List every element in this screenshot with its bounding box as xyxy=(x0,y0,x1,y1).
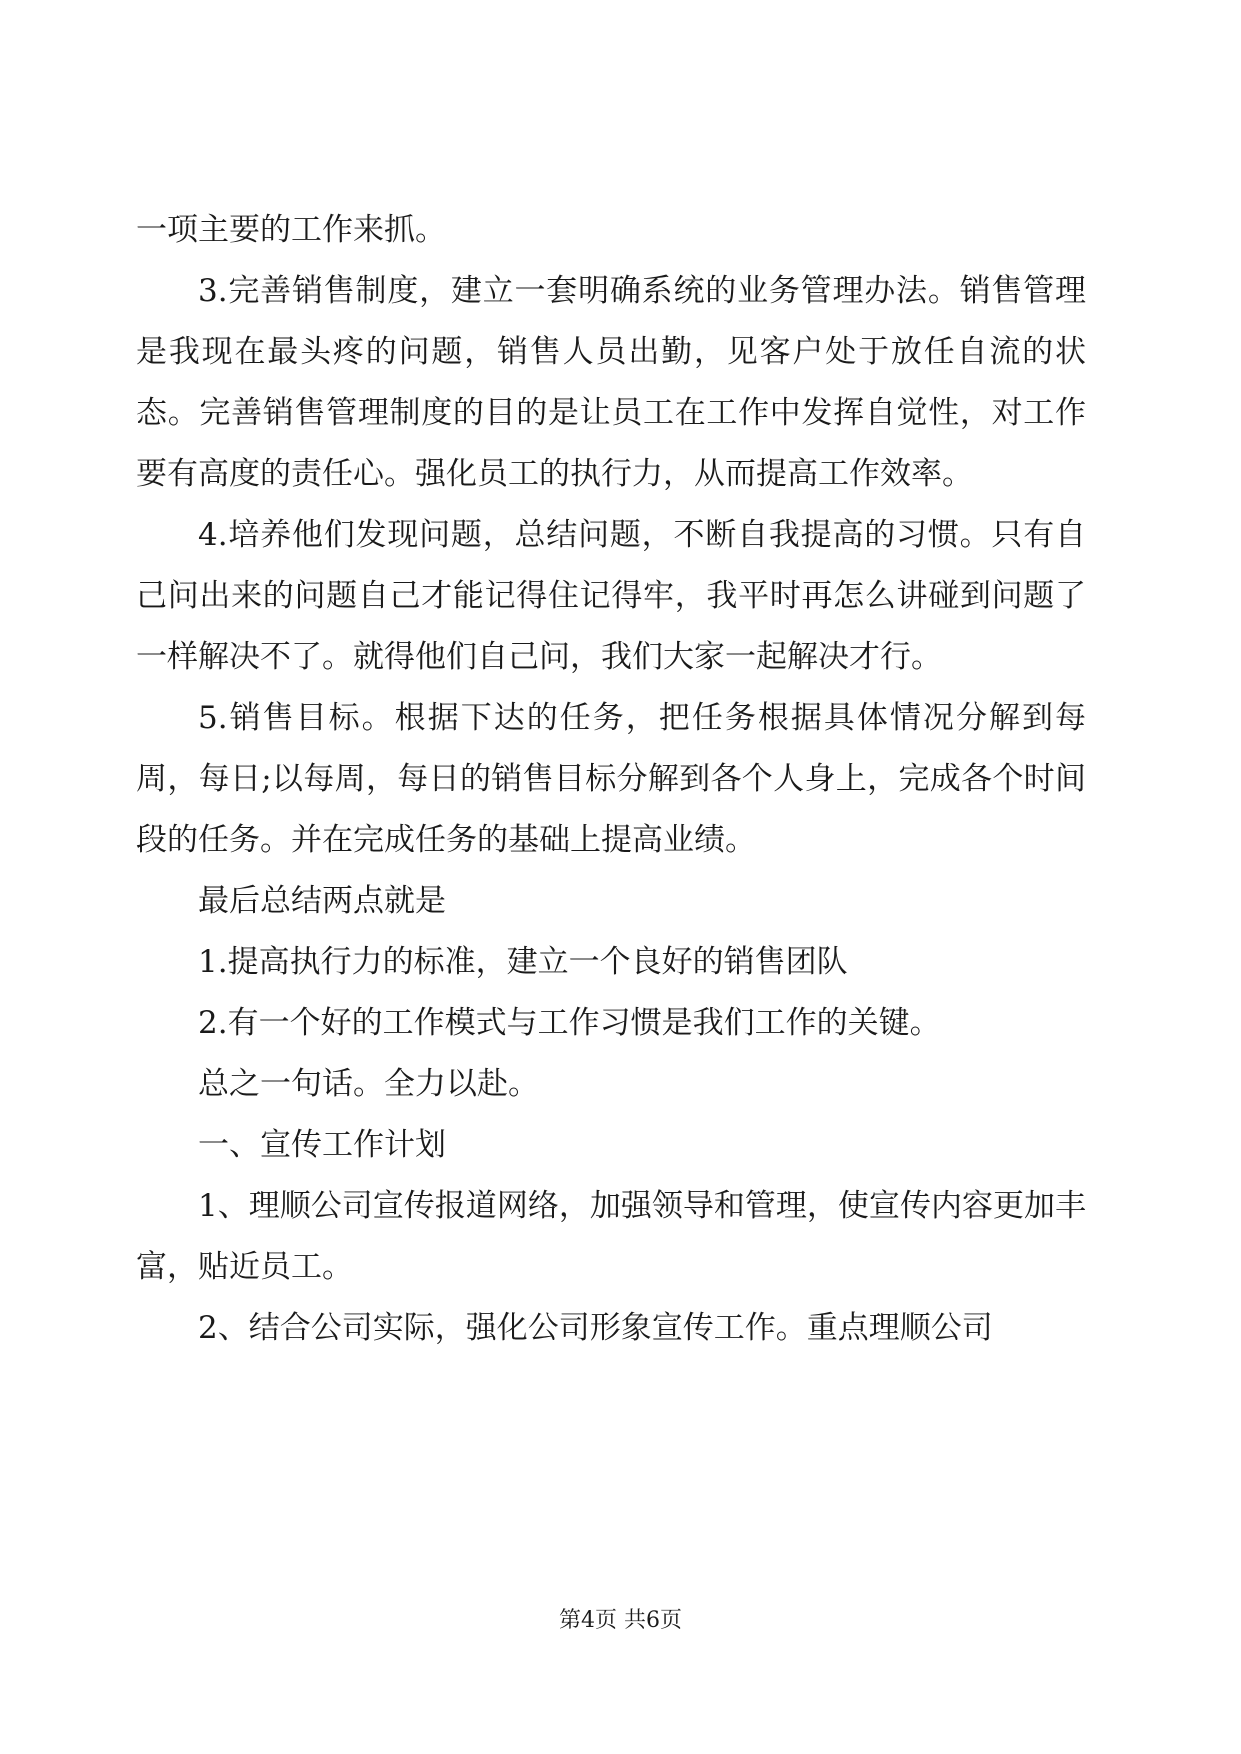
section-heading: 一、宣传工作计划 xyxy=(198,1127,446,1163)
paragraph-10: 1、理顺公司宣传报道网络，加强领导和管理，使宣传内容更加丰富，贴近员工。 xyxy=(136,1188,1086,1285)
page-number-label: 第4页 共6页 xyxy=(559,1608,682,1633)
paragraph-6: 1.提高执行力的标准，建立一个良好的销售团队 xyxy=(198,944,848,980)
paragraph-1: 一项主要的工作来抓。 xyxy=(136,212,446,248)
paragraph-11: 2、结合公司实际，强化公司形象宣传工作。重点理顺公司 xyxy=(198,1310,993,1346)
paragraph-2: 3.完善销售制度，建立一套明确系统的业务管理办法。销售管理是我现在最头疼的问题，销售人员出勤，见客户处于放任自流的状态。完善销售管理制度的目的是让员工在工作中发挥自觉性，对工作要有高度的责任心。强化员工的执行力，从而提高工作效率。 xyxy=(136,273,1086,492)
paragraph-3: 4.培养他们发现问题，总结问题，不断自我提高的习惯。只有自己问出来的问题自己才能记得住记得牢，我平时再怎么讲碰到问题了一样解决不了。就得他们自己问，我们大家一起解决才行。 xyxy=(136,517,1086,675)
page-footer xyxy=(0,1606,1241,1636)
paragraph-4: 5.销售目标。根据下达的任务，把任务根据具体情况分解到每周，每日;以每周，每日的销售目标分解到各个人身上，完成各个时间段的任务。并在完成任务的基础上提高业绩。 xyxy=(136,700,1086,858)
document-body xyxy=(136,200,1086,1359)
paragraph-8: 总之一句话。全力以赴。 xyxy=(198,1066,539,1102)
paragraph-7: 2.有一个好的工作模式与工作习惯是我们工作的关键。 xyxy=(198,1005,941,1041)
paragraph-5: 最后总结两点就是 xyxy=(198,883,446,919)
